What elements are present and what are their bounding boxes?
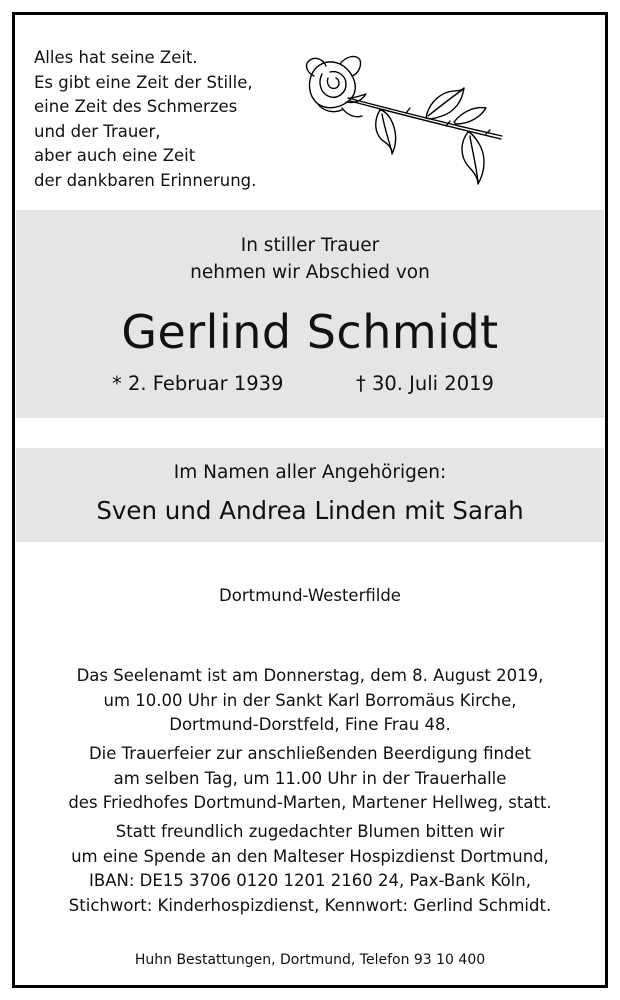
family-names: Sven und Andrea Linden mit Sarah xyxy=(96,496,524,525)
poem-line: aber auch eine Zeit xyxy=(34,146,196,165)
poem-line: eine Zeit des Schmerzes xyxy=(34,97,238,116)
poem xyxy=(34,46,314,193)
poem-line: und der Trauer, xyxy=(34,121,161,141)
funeral-paragraph xyxy=(0,742,620,816)
deceased-name: Gerlind Schmidt xyxy=(121,305,499,359)
intro-text xyxy=(16,232,604,286)
paragraph-line: am selben Tag, um 11.00 Uhr in der Trauerhalle xyxy=(113,768,507,788)
donation-paragraph xyxy=(0,820,620,918)
poem-line: Alles hat seine Zeit. xyxy=(34,48,198,67)
death-date: † 30. Juli 2019 xyxy=(356,372,494,395)
undertaker-footer: Huhn Bestattungen, Dortmund, Telefon 93 10 400 xyxy=(134,952,486,968)
paragraph-line: Die Trauerfeier zur anschließenden Beerdigung findet xyxy=(88,744,532,763)
intro-line-1: In stiller Trauer xyxy=(240,235,380,256)
family-label: Im Namen aller Angehörigen: xyxy=(173,462,447,483)
family-box xyxy=(16,448,604,542)
paragraph-line: Das Seelenamt ist am Donnerstag, dem 8. August 2019, xyxy=(76,666,544,685)
requiem-paragraph xyxy=(0,664,620,738)
intro-line-2: nehmen wir Abschied von xyxy=(190,262,430,283)
paragraph-line: um eine Spende an den Malteser Hospizdienst Dortmund, xyxy=(71,846,549,866)
place: Dortmund-Westerfilde xyxy=(219,586,401,605)
poem-line: Es gibt eine Zeit der Stille, xyxy=(34,72,253,92)
paragraph-line: Dortmund-Dorstfeld, Fine Frau 48. xyxy=(169,715,451,734)
paragraph-line: Stichwort: Kinderhospizdienst, Kennwort: Gerlind Schmidt. xyxy=(68,895,552,915)
paragraph-line: um 10.00 Uhr in der Sankt Karl Borromäus Kirche, xyxy=(103,690,517,710)
rose-illustration xyxy=(296,46,516,188)
announcement-box xyxy=(16,210,604,418)
poem-line: der dankbaren Erinnerung. xyxy=(34,170,257,190)
birth-date: * 2. Februar 1939 xyxy=(112,372,284,395)
life-dates xyxy=(16,372,604,402)
paragraph-line: Statt freundlich zugedachter Blumen bitten wir xyxy=(115,822,505,841)
paragraph-line: des Friedhofes Dortmund-Marten, Martener Hellweg, statt. xyxy=(68,793,552,812)
paragraph-line: IBAN: DE15 3706 0120 1201 2160 24, Pax-Bank Köln, xyxy=(89,871,531,890)
